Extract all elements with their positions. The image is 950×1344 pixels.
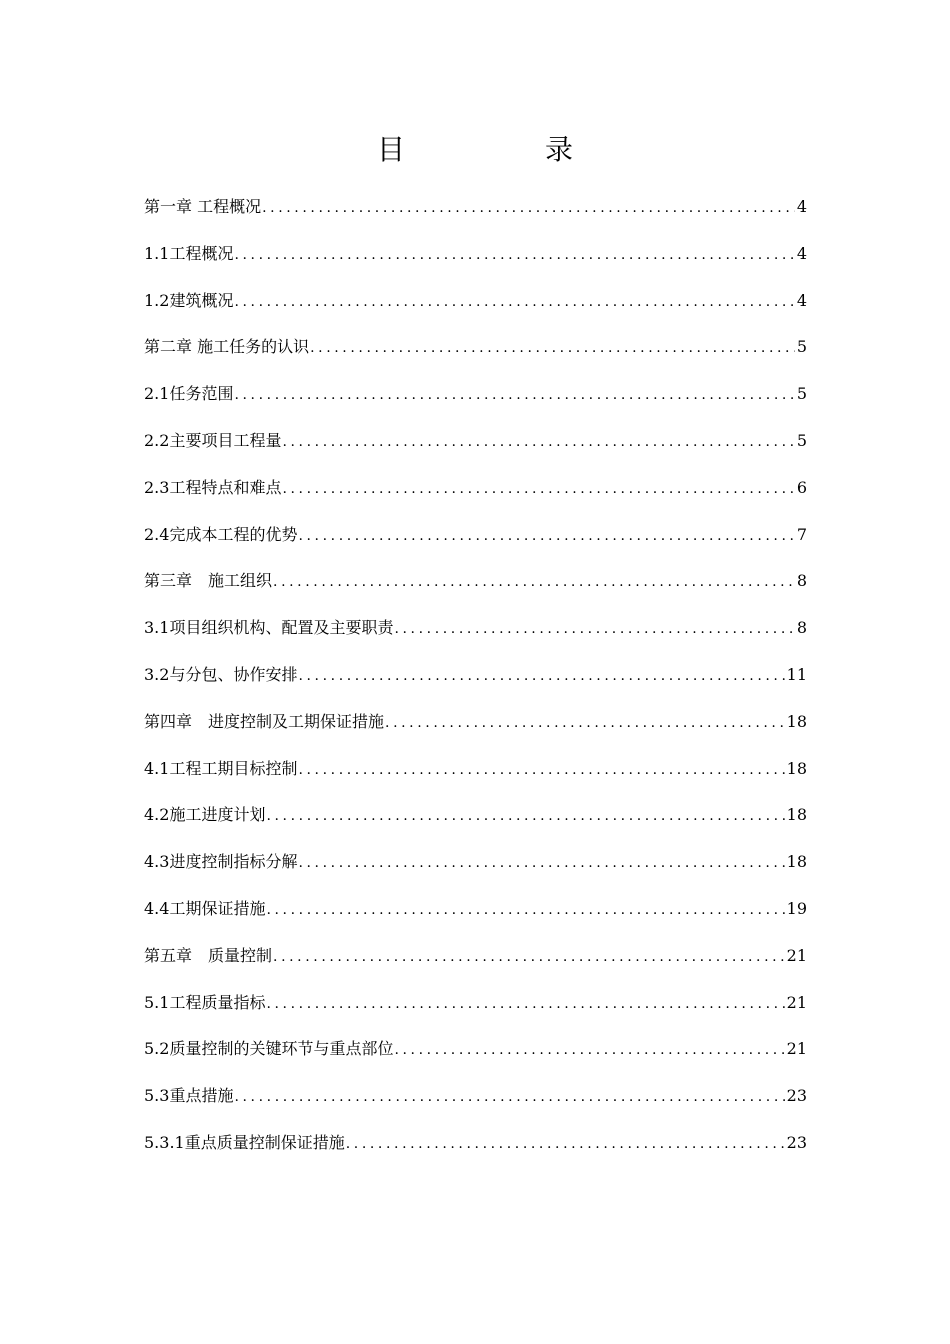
toc-entry-page: 18 bbox=[786, 805, 807, 825]
toc-entry-label: 5.3.1重点质量控制保证措施 bbox=[144, 1132, 345, 1152]
toc-title: 目 录 bbox=[376, 133, 629, 166]
toc-entry-page: 18 bbox=[786, 852, 807, 872]
toc-dot-leader bbox=[234, 287, 794, 317]
toc-entry-label: 4.3进度控制指标分解 bbox=[144, 852, 298, 872]
toc-entry-label: 2.3工程特点和难点 bbox=[144, 477, 282, 497]
toc-entry-page: 18 bbox=[786, 711, 807, 731]
toc-entry-label: 2.2主要项目工程量 bbox=[144, 430, 282, 450]
toc-dot-leader bbox=[266, 989, 784, 1019]
toc-entry-page: 5 bbox=[796, 430, 807, 450]
toc-entry[interactable] bbox=[144, 800, 807, 847]
toc-dot-leader bbox=[298, 848, 784, 878]
toc-entry[interactable] bbox=[144, 379, 807, 426]
toc-entry-page: 19 bbox=[786, 898, 807, 918]
toc-entry-label: 1.1工程概况 bbox=[144, 243, 234, 263]
toc-entry-label: 5.3重点措施 bbox=[144, 1086, 234, 1106]
toc-dot-leader bbox=[282, 427, 794, 457]
toc-entry[interactable] bbox=[144, 473, 807, 520]
toc-entry-page: 23 bbox=[786, 1086, 807, 1106]
toc-entry-page: 21 bbox=[786, 992, 807, 1012]
toc-entry-label: 2.1任务范围 bbox=[144, 384, 234, 404]
toc-dot-leader bbox=[310, 333, 795, 363]
toc-entry-page: 23 bbox=[786, 1132, 807, 1152]
toc-dot-leader bbox=[266, 895, 784, 925]
toc-entry-page: 4 bbox=[796, 290, 807, 310]
toc-dot-leader bbox=[394, 614, 794, 644]
toc-entry-page: 5 bbox=[796, 337, 807, 357]
toc-entry[interactable] bbox=[144, 1081, 807, 1128]
toc-entry[interactable] bbox=[144, 660, 807, 707]
toc-entry-page: 11 bbox=[786, 664, 807, 684]
toc-dot-leader bbox=[234, 1082, 784, 1112]
toc-entry[interactable] bbox=[144, 426, 807, 473]
toc-dot-leader bbox=[282, 474, 794, 504]
toc-entry[interactable] bbox=[144, 520, 807, 567]
toc-entry-page: 21 bbox=[786, 1039, 807, 1059]
toc-entry-page: 7 bbox=[796, 524, 807, 544]
toc-entry-label: 3.1项目组织机构、配置及主要职责 bbox=[144, 618, 394, 638]
toc-entry-label: 4.4工期保证措施 bbox=[144, 898, 266, 918]
toc-entry[interactable] bbox=[144, 239, 807, 286]
toc-entry-label: 5.2质量控制的关键环节与重点部位 bbox=[144, 1039, 394, 1059]
toc-entry-label: 第四章 进度控制及工期保证措施 bbox=[144, 711, 385, 731]
toc-dot-leader bbox=[234, 380, 794, 410]
toc-entry-page: 5 bbox=[796, 384, 807, 404]
toc-dot-leader bbox=[266, 801, 784, 831]
toc-entry-page: 18 bbox=[786, 758, 807, 778]
toc-entry-label: 第三章 施工组织 bbox=[144, 571, 273, 591]
toc-list bbox=[144, 192, 807, 1175]
toc-entry-page: 6 bbox=[796, 477, 807, 497]
toc-dot-leader bbox=[273, 567, 795, 597]
toc-entry-label: 4.2施工进度计划 bbox=[144, 805, 266, 825]
toc-entry[interactable] bbox=[144, 1034, 807, 1081]
toc-entry-page: 21 bbox=[786, 945, 807, 965]
toc-entry-label: 5.1工程质量指标 bbox=[144, 992, 266, 1012]
toc-dot-leader bbox=[346, 1129, 785, 1159]
toc-entry-label: 第二章 施工任务的认识 bbox=[144, 337, 310, 357]
toc-entry-label: 3.2与分包、协作安排 bbox=[144, 664, 298, 684]
toc-entry-page: 8 bbox=[796, 571, 807, 591]
toc-entry[interactable] bbox=[144, 941, 807, 988]
toc-dot-leader bbox=[394, 1035, 784, 1065]
toc-dot-leader bbox=[262, 193, 795, 223]
toc-dot-leader bbox=[298, 661, 784, 691]
toc-entry-label: 第五章 质量控制 bbox=[144, 945, 273, 965]
toc-entry[interactable] bbox=[144, 707, 807, 754]
toc-entry[interactable] bbox=[144, 754, 807, 801]
toc-entry[interactable] bbox=[144, 988, 807, 1035]
toc-entry[interactable] bbox=[144, 847, 807, 894]
toc-entry[interactable] bbox=[144, 192, 807, 239]
toc-entry[interactable] bbox=[144, 1128, 807, 1175]
toc-entry[interactable] bbox=[144, 286, 807, 333]
toc-entry-page: 4 bbox=[796, 243, 807, 263]
toc-dot-leader bbox=[298, 755, 784, 785]
toc-dot-leader bbox=[385, 708, 785, 738]
toc-entry-page: 4 bbox=[796, 197, 807, 216]
toc-entry[interactable] bbox=[144, 894, 807, 941]
toc-dot-leader bbox=[298, 521, 794, 551]
toc-entry-label: 2.4完成本工程的优势 bbox=[144, 524, 298, 544]
toc-dot-leader bbox=[234, 240, 794, 270]
toc-entry-page: 8 bbox=[796, 618, 807, 638]
toc-dot-leader bbox=[273, 942, 785, 972]
toc-entry-label: 第一章 工程概况 bbox=[144, 197, 262, 216]
toc-entry-label: 1.2建筑概况 bbox=[144, 290, 234, 310]
toc-entry[interactable] bbox=[144, 566, 807, 613]
toc-entry[interactable] bbox=[144, 332, 807, 379]
toc-entry[interactable] bbox=[144, 613, 807, 660]
toc-entry-label: 4.1工程工期目标控制 bbox=[144, 758, 298, 778]
